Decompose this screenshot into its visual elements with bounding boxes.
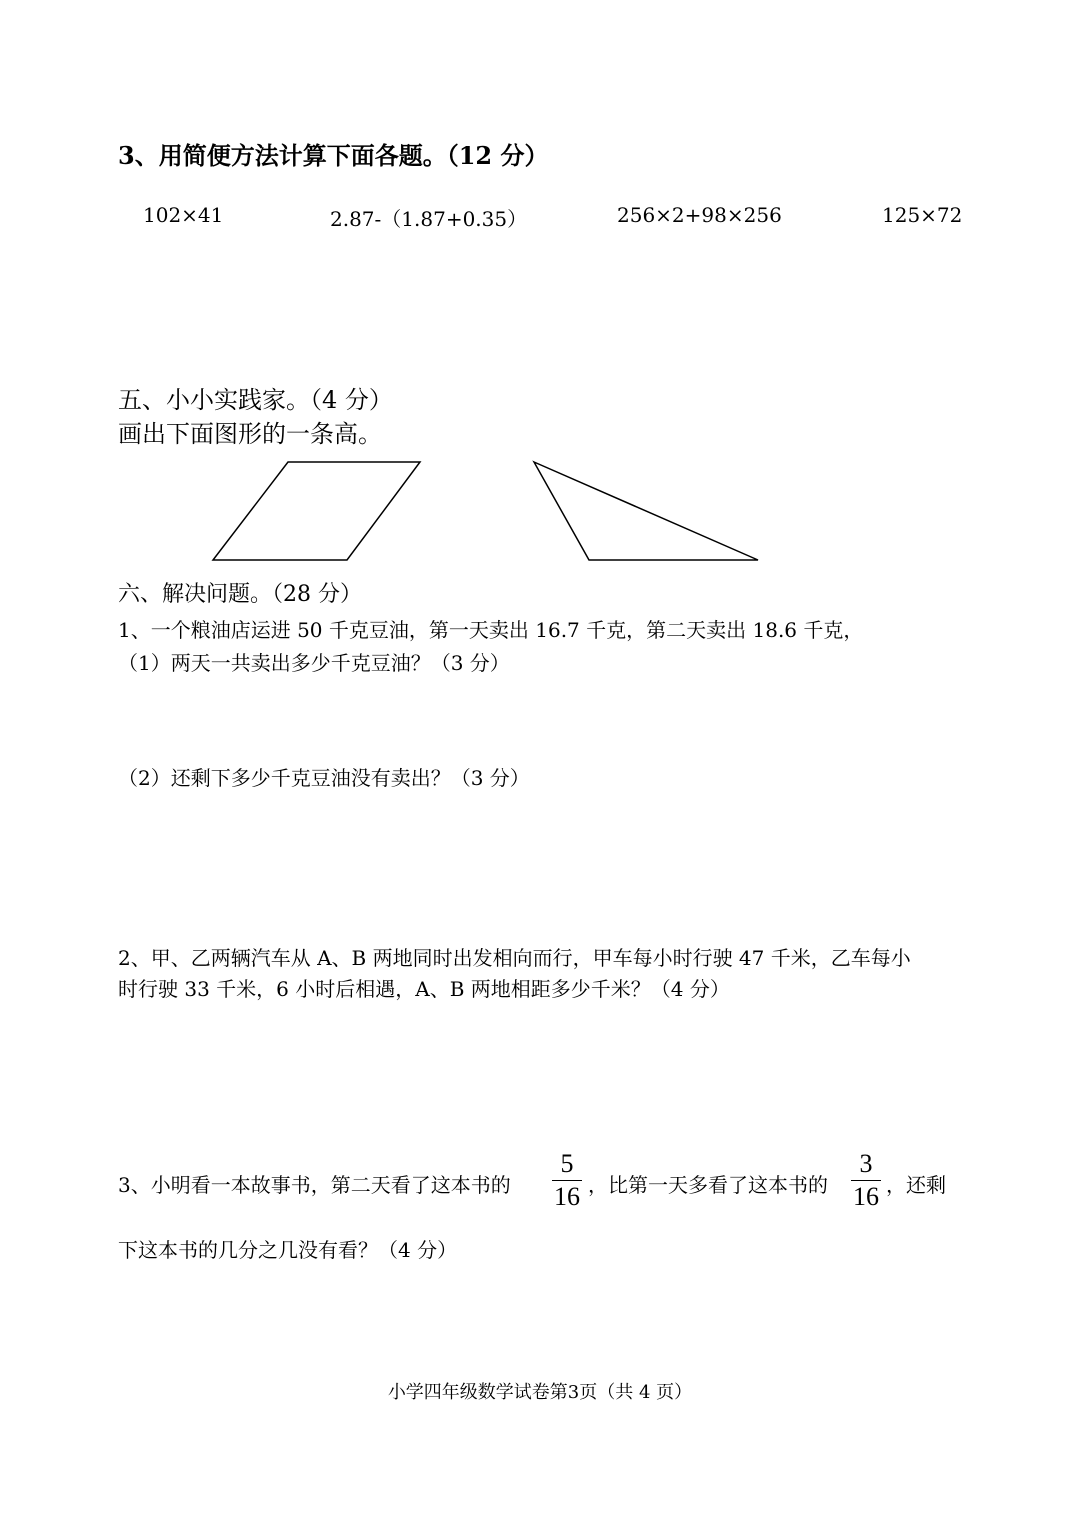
problem-3-part2: ，比第一天多看了这本书的 [588, 1173, 828, 1197]
expression-4: 125×72 [882, 203, 963, 227]
problem-3-part1: 3、小明看一本故事书，第二天看了这本书的 [118, 1173, 511, 1197]
problem-1-text: 1、一个粮油店运进 50 千克豆油，第一天卖出 16.7 千克，第二天卖出 18.6 千克， [118, 618, 864, 642]
expression-1: 102×41 [143, 203, 224, 227]
section5-instruction: 画出下面图形的一条高。 [118, 420, 382, 448]
fraction-1-bar [552, 1180, 582, 1181]
expression-3: 256×2+98×256 [617, 203, 782, 227]
fraction-1-numerator: 5 [560, 1149, 574, 1178]
problem-3-line2: 下这本书的几分之几没有看？（4 分） [118, 1238, 458, 1262]
geometry-figures [0, 0, 1080, 600]
problem-1-sub2: （2）还剩下多少千克豆油没有卖出？（3 分） [118, 766, 530, 790]
fraction-2-denominator: 16 [853, 1182, 879, 1211]
fraction-2-bar [851, 1180, 881, 1181]
fraction-2-numerator: 3 [859, 1149, 873, 1178]
fraction-5-16 [552, 1150, 582, 1211]
parallelogram-figure [213, 462, 420, 560]
triangle-figure [534, 462, 758, 560]
fraction-1-denominator: 16 [554, 1182, 580, 1211]
fraction-3-16 [851, 1150, 881, 1211]
problem-2-line2: 时行驶 33 千米，6 小时后相遇，A、B 两地相距多少千米？（4 分） [118, 977, 730, 1001]
page-footer: 小学四年级数学试卷第3页（共 4 页） [387, 1382, 693, 1403]
problem-1-sub1: （1）两天一共卖出多少千克豆油？（3 分） [118, 651, 510, 675]
section3-title: 3、用简便方法计算下面各题。（12 分） [118, 141, 549, 170]
problem-2-line1: 2、甲、乙两辆汽车从 A、B 两地同时出发相向而行，甲车每小时行驶 47 千米，乙车每小 [118, 946, 911, 970]
section5-title: 五、小小实践家。（4 分） [118, 386, 393, 414]
section6-title: 六、解决问题。（28 分） [118, 582, 362, 607]
expression-2: 2.87-（1.87+0.35） [330, 207, 528, 231]
problem-3-part3: ，还剩 [886, 1173, 946, 1197]
